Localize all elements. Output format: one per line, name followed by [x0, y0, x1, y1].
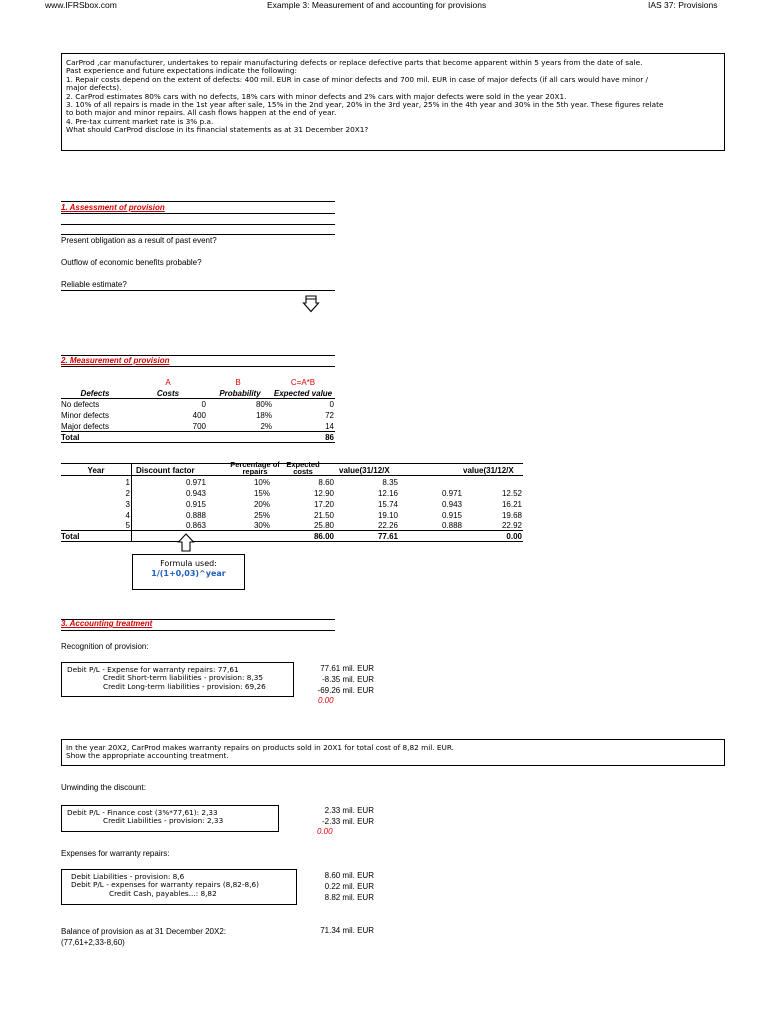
col-header-expected-value: Expected value — [273, 389, 333, 398]
divider — [61, 442, 335, 443]
intro-line: 1. Repair costs depend on the extent of defects: 400 mil. EUR in case of minor defects and 700 mil. EUR in case of major defects (if all cars would have minor / — [66, 74, 648, 84]
section3-title: 3. Accounting treatment — [61, 619, 153, 628]
total-pv1: 77.61 — [377, 532, 398, 541]
col-header-value-2: value(31/12/X — [463, 466, 514, 475]
balance-label — [61, 926, 226, 948]
entry-value: 8.82 mil. EUR — [324, 893, 374, 902]
col-letter-b: B — [235, 378, 241, 387]
divider — [61, 530, 523, 531]
intro-line: 4. Pre-tax current market rate is 3% p.a. — [66, 116, 214, 126]
page-title: Example 3: Measurement of and accounting for provisions — [267, 0, 487, 10]
total-label: Total — [61, 532, 80, 541]
col-header-costs: Costs — [156, 389, 180, 398]
cost-cell: 21.50 — [313, 511, 334, 520]
question-line: In the year 20X2, CarProd makes warranty repairs on products sold in 20X1 for total cost of 8,82 mil. EUR. — [66, 743, 454, 752]
divider — [61, 355, 335, 356]
pv1-cell: 15.74 — [377, 500, 398, 509]
row-label: Minor defects — [61, 411, 110, 420]
row-label: No defects — [61, 400, 100, 409]
entry-line: Debit P/L - Expense for warranty repairs: 77,61 — [67, 665, 239, 674]
balance-line: Balance of provision as at 31 December 20X2: — [61, 927, 226, 936]
df2-cell: 0.915 — [441, 511, 462, 520]
formula-label: Formula used: — [160, 559, 217, 568]
recognition-check: 0.00 — [318, 696, 334, 705]
divider — [61, 234, 335, 235]
entry-value: -2.33 mil. EUR — [321, 817, 374, 826]
pct-cell: 20% — [253, 500, 270, 509]
row-label: Major defects — [61, 422, 110, 431]
entry-line: Credit Long-term liabilities - provision: 69,26 — [103, 681, 266, 691]
entry-line: Credit Liabilities - provision: 2,33 — [103, 816, 224, 826]
total-cost: 86.00 — [313, 532, 334, 541]
year-cell: 3 — [125, 500, 130, 509]
estimate-question: Reliable estimate? — [61, 280, 127, 289]
unwind-label: Unwinding the discount: — [61, 783, 146, 792]
col-letter-a: A — [165, 378, 171, 387]
unwind-check: 0.00 — [317, 827, 333, 836]
question-box — [61, 739, 725, 766]
df2-cell: 0.888 — [441, 521, 462, 530]
col-header-value-1: value(31/12/X — [339, 466, 390, 475]
year-cell: 2 — [125, 489, 130, 498]
row-prob: 80% — [255, 400, 272, 409]
site-url[interactable]: www.IFRSbox.com — [45, 0, 117, 10]
col-header-defects: Defects — [80, 389, 110, 398]
balance-value: 71.34 mil. EUR — [320, 926, 374, 935]
year-cell: 4 — [125, 511, 130, 520]
unwind-values — [311, 805, 374, 827]
divider — [61, 213, 335, 214]
pv2-cell: 16.21 — [501, 500, 522, 509]
question-line: Show the appropriate accounting treatment. — [66, 751, 229, 761]
entry-value: 0.22 mil. EUR — [324, 882, 374, 891]
pv1-cell: 19.10 — [377, 511, 398, 520]
entry-line: Debit P/L - Finance cost (3%*77,61): 2,33 — [67, 808, 218, 817]
expenses-label: Expenses for warranty repairs: — [61, 849, 170, 858]
entry-value: -8.35 mil. EUR — [321, 675, 374, 684]
recognition-label: Recognition of provision: — [61, 642, 149, 651]
formula-expression: 1/(1+0,03)^year — [151, 569, 226, 578]
col-header-discount-factor: Discount factor — [136, 466, 195, 475]
entry-value: -69.26 mil. EUR — [317, 686, 374, 695]
divider — [61, 431, 335, 432]
divider — [61, 630, 335, 631]
entry-value: 8.60 mil. EUR — [324, 871, 374, 880]
outflow-question: Outflow of economic benefits probable? — [61, 258, 202, 267]
row-prob: 2% — [260, 422, 272, 431]
intro-line: CarProd ,car manufacturer, undertakes to repair manufacturing defects or replace defective parts that become apparent within 5 years from the date of sale. — [66, 58, 643, 67]
intro-line: What should CarProd disclose in its financial statements as at 31 December 20X1? — [66, 125, 369, 135]
pv1-cell: 8.35 — [382, 478, 398, 487]
entry-line: Debit P/L - expenses for warranty repairs (8,82-8,6) — [71, 880, 259, 890]
col-header-probability: Probability — [219, 389, 261, 398]
divider — [61, 366, 335, 367]
divider — [61, 541, 523, 542]
row-ev: 14 — [325, 422, 334, 431]
entry-value: 77.61 mil. EUR — [320, 664, 374, 673]
intro-line: major defects). — [66, 83, 122, 93]
divider — [61, 224, 335, 225]
cost-cell: 12.90 — [313, 489, 334, 498]
arrow-up-icon — [178, 533, 194, 552]
df-cell: 0.863 — [185, 521, 206, 530]
cost-cell: 8.60 — [318, 478, 334, 487]
df2-cell: 0.971 — [441, 489, 462, 498]
pv2-cell: 12.52 — [501, 489, 522, 498]
recognition-entry-box — [61, 662, 294, 697]
pv2-cell: 19.68 — [501, 511, 522, 520]
expenses-values — [312, 870, 374, 903]
standard-ref: IAS 37: Provisions — [648, 0, 718, 10]
total-pv2: 0.00 — [506, 532, 522, 541]
row-ev: 0 — [329, 400, 334, 409]
df-cell: 0.888 — [185, 511, 206, 520]
pv2-cell: 22.92 — [501, 521, 522, 530]
year-cell: 1 — [125, 478, 130, 487]
intro-line: 3. 10% of all repairs is made in the 1st year after sale, 15% in the 2nd year, 20% in the 3rd year, 25% in the 4th year and 30% in the 5th year. These figures relate — [66, 100, 664, 110]
pv1-cell: 22.26 — [377, 521, 398, 530]
year-cell: 5 — [125, 521, 130, 530]
divider — [61, 398, 335, 399]
df2-cell: 0.943 — [441, 500, 462, 509]
pct-cell: 30% — [253, 521, 270, 530]
row-cost: 400 — [192, 411, 206, 420]
df-cell: 0.971 — [185, 478, 206, 487]
pv1-cell: 12.16 — [377, 489, 398, 498]
col-header-percentage: Percentage of repairs — [230, 460, 280, 476]
col-header-expected-costs: Expected costs — [286, 460, 320, 476]
entry-line: Credit Short-term liabilities - provision: 8,35 — [103, 673, 264, 683]
divider — [61, 290, 335, 291]
recognition-values — [312, 663, 374, 696]
pct-cell: 15% — [253, 489, 270, 498]
intro-line: 2. CarProd estimates 80% cars with no defects, 18% cars with minor defects and 2% cars with major defects were sold in the year 20X1. — [66, 91, 567, 101]
row-cost: 0 — [201, 400, 206, 409]
formula-box — [132, 554, 245, 590]
df-cell: 0.943 — [185, 489, 206, 498]
divider — [61, 201, 335, 202]
total-label: Total — [61, 433, 80, 442]
df-cell: 0.915 — [185, 500, 206, 509]
arrow-down-icon — [303, 295, 319, 313]
balance-line: (77,61+2,33-8,60) — [61, 938, 125, 947]
entry-line: Debit Liabilities - provision: 8,6 — [71, 872, 185, 881]
intro-line: to both major and minor repairs. All cash flows happen at the end of year. — [66, 108, 337, 118]
intro-box — [61, 53, 725, 151]
cost-cell: 25.80 — [313, 521, 334, 530]
total-ev: 86 — [325, 433, 334, 442]
unwind-entry-box — [61, 805, 279, 832]
row-ev: 72 — [325, 411, 334, 420]
section2-title: 2. Measurement of provision — [61, 356, 170, 365]
entry-line: Credit Cash, payables...: 8,82 — [109, 888, 217, 898]
obligation-question: Present obligation as a result of past event? — [61, 236, 217, 245]
cost-cell: 17.20 — [313, 500, 334, 509]
section1-title: 1. Assessment of provision — [61, 203, 165, 212]
row-cost: 700 — [192, 422, 206, 431]
intro-line: Past experience and future expectations indicate the following: — [66, 66, 297, 76]
row-prob: 18% — [255, 411, 272, 420]
col-letter-c: C=A*B — [290, 378, 316, 387]
expenses-entry-box — [61, 869, 297, 905]
col-header-year: Year — [87, 466, 105, 475]
entry-value: 2.33 mil. EUR — [324, 806, 374, 815]
pct-cell: 25% — [253, 511, 270, 520]
pct-cell: 10% — [253, 478, 270, 487]
